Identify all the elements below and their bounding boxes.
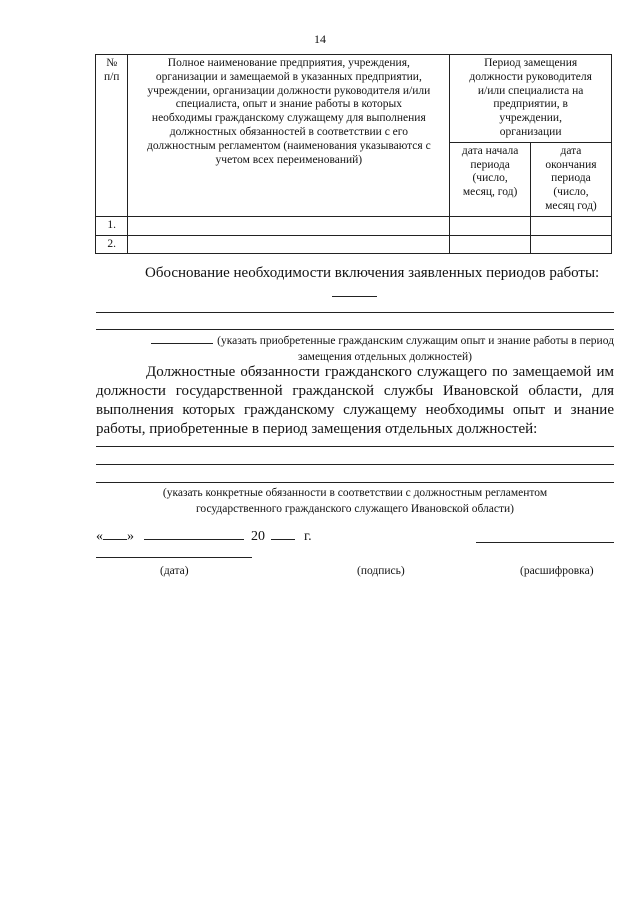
header-name-line: учреждении, организации должности руководителя и/или <box>147 84 431 97</box>
table-header-row <box>96 55 612 143</box>
experience-caption <box>96 334 614 365</box>
paragraph-line: выполнения которых гражданскому служащему необходимы опыт и знание <box>96 402 614 418</box>
month-blank[interactable] <box>144 527 244 540</box>
year-blank[interactable] <box>271 527 295 540</box>
header-period-line: Период замещения <box>484 57 578 69</box>
header-name-line: организации и замещаемой в указанных предприятии, <box>155 70 422 83</box>
header-end-line: периода <box>551 172 591 185</box>
header-number-line: п/п <box>103 70 120 83</box>
open-quote: « <box>96 529 103 544</box>
signature-label: (подпись) <box>357 565 405 577</box>
table-cell[interactable] <box>450 235 531 254</box>
header-start-date <box>450 142 531 216</box>
header-period <box>450 55 612 143</box>
header-period-line: предприятии, в <box>493 98 568 111</box>
table-row <box>96 216 612 235</box>
header-name-line: должностных обязанностей в соответствии с его <box>169 125 408 138</box>
caption-line: замещения отдельных должностей) <box>298 350 472 363</box>
date-label: (дата) <box>160 565 189 577</box>
header-period-line: организации <box>499 125 562 138</box>
fill-line <box>96 482 614 483</box>
caption-line <box>96 334 614 350</box>
header-start-line: месяц, год) <box>462 186 518 199</box>
header-number <box>96 55 128 217</box>
century-text: 20 <box>251 529 265 544</box>
header-end-line: (число, <box>553 186 589 199</box>
year-suffix: г. <box>304 529 312 544</box>
fill-line <box>96 446 614 447</box>
fill-line <box>96 312 614 313</box>
table-cell[interactable] <box>128 216 450 235</box>
table-cell[interactable] <box>128 235 450 254</box>
duties-paragraph <box>96 363 614 439</box>
header-name-line: учетом всех переименований) <box>215 153 363 166</box>
decoding-label: (расшифровка) <box>520 565 594 577</box>
justification-heading: Обоснование необходимости включения заявленных периодов работы: <box>145 265 600 281</box>
close-quote: » <box>127 529 134 544</box>
short-blank-line <box>332 296 377 297</box>
duties-caption <box>96 486 614 517</box>
day-blank[interactable] <box>103 527 127 540</box>
header-period-line: и/или специалиста на <box>477 84 584 97</box>
periods-table <box>95 54 612 254</box>
date-line <box>96 527 312 545</box>
header-name-line: Полное наименование предприятия, учреждения, <box>167 57 410 69</box>
table-row <box>96 235 612 254</box>
header-start-line: дата начала <box>461 144 519 157</box>
header-name-line: необходимы гражданскому служащему для выполнения <box>151 112 426 125</box>
header-period-line: учреждении, <box>499 112 562 125</box>
fill-line <box>96 464 614 465</box>
paragraph-line: работы, приобретенные в период замещения отдельных должностей: <box>96 421 538 437</box>
header-name-line: должностным регламентом (наименования указываются с <box>146 139 431 152</box>
row-number: 1. <box>96 216 128 235</box>
caption-line: (указать конкретные обязанности в соответствии с должностным регламентом <box>162 487 548 499</box>
row-number: 2. <box>96 235 128 254</box>
caption-line: государственного гражданского служащего Ивановской области) <box>195 502 515 515</box>
header-start-line: (число, <box>472 172 508 185</box>
paragraph-line: должности государственной гражданской службы Ивановской области, для <box>96 383 614 399</box>
page-number: 14 <box>314 32 326 46</box>
caption-text: (указать приобретенные гражданским служащим опыт и знание работы в период <box>217 335 614 347</box>
header-name-line: специалиста, опыт и знание работы в которых <box>175 98 402 111</box>
table-cell[interactable] <box>450 216 531 235</box>
header-number-line: № <box>106 57 118 69</box>
date-underline[interactable] <box>96 557 252 558</box>
header-end-line: месяц год) <box>545 199 597 212</box>
header-organization-name <box>128 55 450 217</box>
paragraph-line: Должностные обязанности гражданского служащего по замещаемой им <box>146 364 614 380</box>
signature-line[interactable] <box>476 542 614 543</box>
header-period-line: должности руководителя <box>469 70 592 83</box>
header-end-line: окончания <box>545 158 597 171</box>
table-cell[interactable] <box>530 216 611 235</box>
header-end-date <box>530 142 611 216</box>
header-end-line: дата <box>560 144 582 157</box>
fill-blank <box>151 343 213 344</box>
table-cell[interactable] <box>530 235 611 254</box>
header-start-line: периода <box>470 158 510 171</box>
fill-line <box>96 329 614 330</box>
